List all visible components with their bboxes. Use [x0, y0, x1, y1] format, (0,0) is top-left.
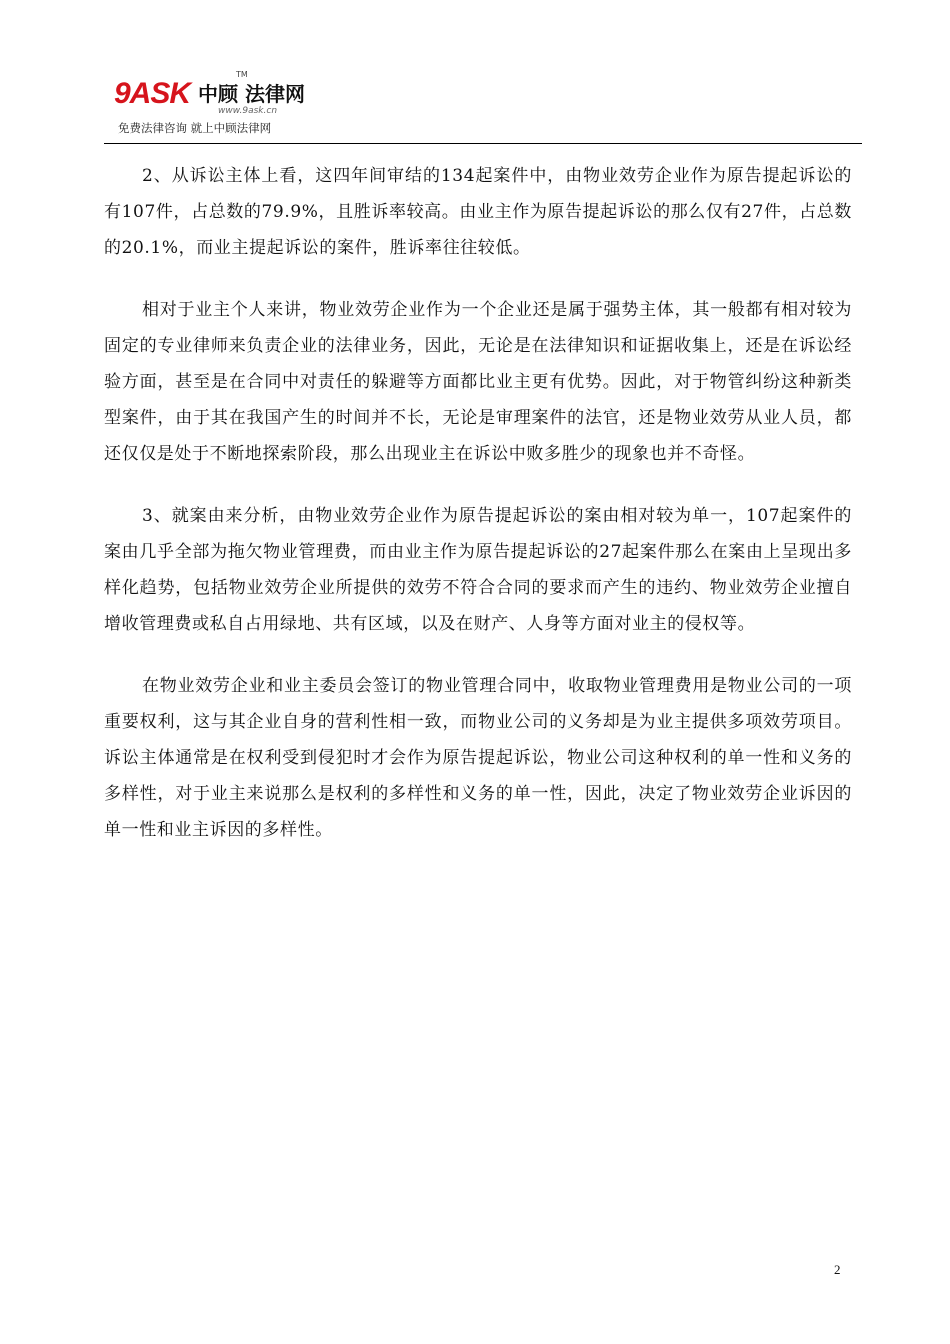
logo-url: www.9ask.cn: [218, 106, 278, 116]
paragraph: 2、从诉讼主体上看，这四年间审结的134起案件中，由物业效劳企业作为原告提起诉讼的有107件，占总数的79.9%，且胜诉率较高。由业主作为原告提起诉讼的那么仅有27件，占总数的20.1%，而业主提起诉讼的案件，胜诉率往往较低。: [104, 166, 852, 258]
logo-trademark: TM: [236, 70, 248, 79]
logo-slogan: 免费法律咨询 就上中顾法律网: [118, 121, 272, 135]
paragraph: 在物业效劳企业和业主委员会签订的物业管理合同中，收取物业管理费用是物业公司的一项重要权利，这与其企业自身的营利性相一致，而物业公司的义务却是为业主提供多项效劳项目。诉讼主体通常是在权利受到侵犯时才会作为原告提起诉讼，物业公司这种权利的单一性和义务的多样性，对于业主来说那么是权利的多样性和义务的单一性，因此，决定了物业效劳企业诉因的单一性和业主诉因的多样性。: [104, 676, 852, 840]
logo-name: 中顾 法律网: [198, 82, 305, 106]
paragraph: 3、就案由来分析，由物业效劳企业作为原告提起诉讼的案由相对较为单一，107起案件的案由几乎全部为拖欠物业管理费，而由业主作为原告提起诉讼的27起案件那么在案由上呈现出多样化趋势，包括物业效劳企业所提供的效劳不符合合同的要求而产生的违约、物业效劳企业擅自增收管理费或私自占用绿地、共有区域，以及在财产、人身等方面对业主的侵权等。: [104, 506, 852, 634]
page-number: 2: [834, 1262, 841, 1277]
paragraph: 相对于业主个人来讲，物业效劳企业作为一个企业还是属于强势主体，其一般都有相对较为固定的专业律师来负责企业的法律业务，因此，无论是在法律知识和证据收集上，还是在诉讼经验方面，甚至是在合同中对责任的躲避等方面都比业主更有优势。因此，对于物管纠纷这种新类型案件，由于其在我国产生的时间并不长，无论是审理案件的法官，还是物业效劳从业人员，都还仅仅是处于不断地探索阶段，那么出现业主在诉讼中败多胜少的现象也并不奇怪。: [104, 300, 852, 464]
page-header: [104, 70, 864, 142]
document-body: [104, 158, 852, 874]
logo: [114, 70, 344, 140]
logo-brand: 9ASK: [114, 77, 191, 110]
header-divider: [104, 143, 862, 144]
